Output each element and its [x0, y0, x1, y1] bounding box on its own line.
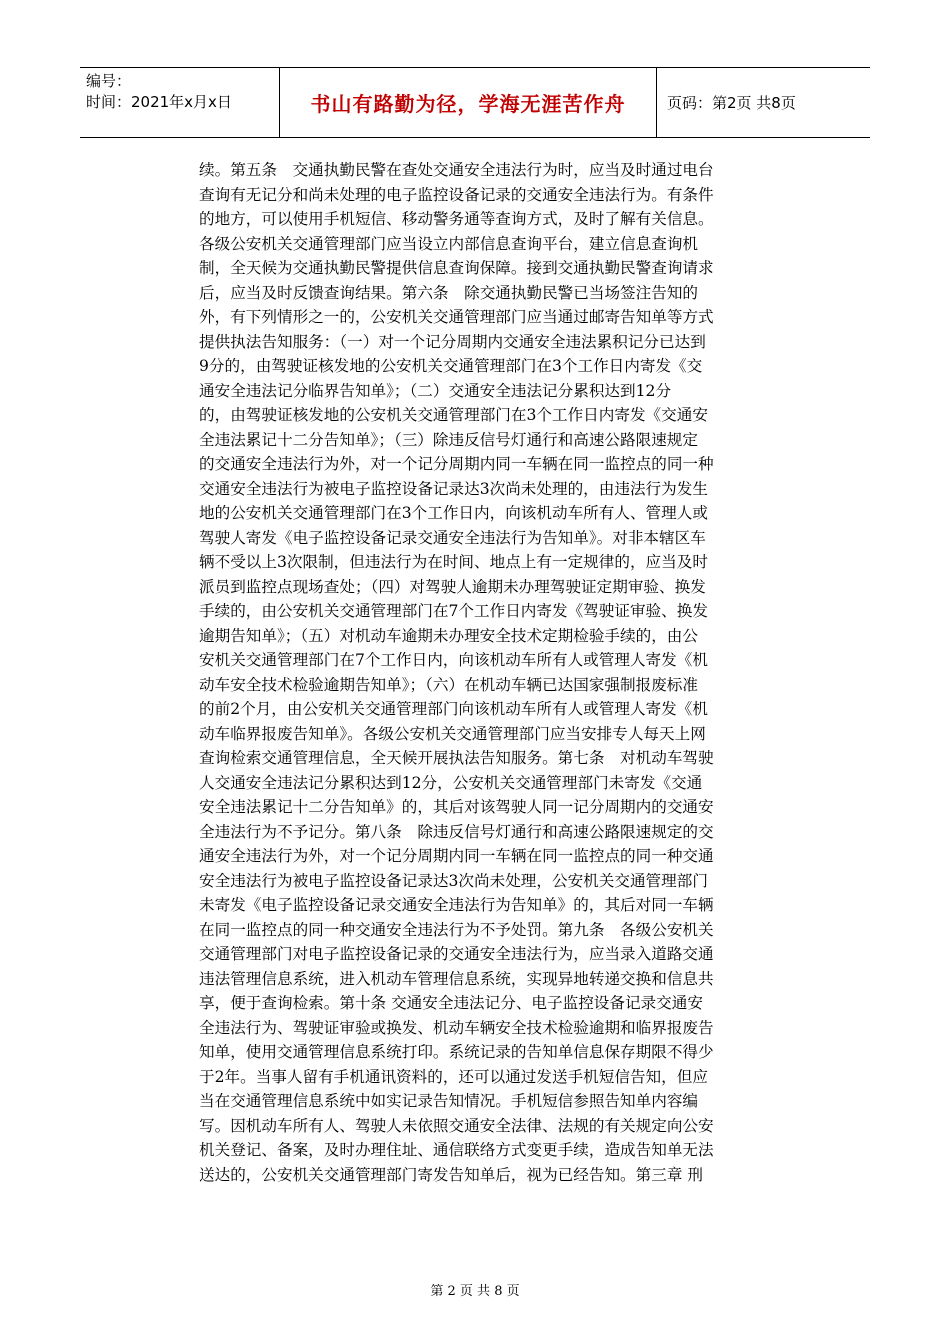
body-text-line: 辆不受以上3次限制，但违法行为在时间、地点上有一定规律的，应当及时 — [199, 553, 708, 571]
body-text-line: 于2年。当事人留有手机通讯资料的，还可以通过发送手机短信告知，但应 — [199, 1067, 708, 1086]
body-text-line: 驾驶人寄发《电子监控设备记录交通安全违法行为告知单》。对非本辖区车 — [199, 528, 706, 547]
body-text-line: 手续的，由公安机关交通管理部门在7个工作日内寄发《驾驶证审验、换发 — [199, 602, 708, 620]
body-text-line: 人交通安全违法记分累积达到12分，公安机关交通管理部门未寄发《交通 — [199, 773, 703, 792]
body-text-line: 安全违法行为被电子监控设备记录达3次尚未处理，公安机关交通管理部门 — [199, 871, 708, 890]
body-text-line: 安全违法累记十二分告知单》的，其后对该驾驶人同一记分周期内的交通安 — [199, 798, 714, 816]
body-text-line: 派员到监控点现场查处；（四）对驾驶人逾期未办理驾驶证定期审验、换发 — [199, 577, 706, 596]
body-text-line: 提供执法告知服务：（一）对一个记分周期内交通安全违法累积记分已达到 — [199, 332, 706, 351]
body-text-line: 未寄发《电子监控设备记录交通安全违法行为告知单》的，其后对同一车辆 — [199, 896, 714, 914]
body-text-line: 的，由驾驶证核发地的公安机关交通管理部门在3个工作日内寄发《交通安 — [199, 406, 708, 424]
body-text-line: 外，有下列情形之一的，公安机关交通管理部门应当通过邮寄告知单等方式 — [199, 308, 714, 326]
body-text-line: 写。因机动车所有人、驾驶人未依照交通安全法律、法规的有关规定向公安 — [199, 1116, 714, 1135]
page-footer: 第 2 页 共 8 页 — [430, 1284, 520, 1299]
body-text-line: 送达的，公安机关交通管理部门寄发告知单后，视为已经告知。第三章 刑 — [199, 1165, 703, 1184]
body-text-line: 交通管理部门对电子监控设备记录的交通安全违法行为，应当录入道路交通 — [199, 945, 714, 963]
body-text-line: 逾期告知单》；（五）对机动车逾期未办理安全技术定期检验手续的，由公 — [199, 626, 698, 645]
header-page-number: 页码：第2页 共8页 — [667, 94, 796, 112]
body-text-line: 9分的，由驾驶证核发地的公安机关交通管理部门在3个工作日内寄发《交 — [199, 357, 703, 375]
body-text-line: 通安全违法记分临界告知单》；（二）交通安全违法记分累积达到12分 — [199, 381, 672, 400]
header-meta — [80, 68, 280, 137]
body-text-line: 地的公安机关交通管理部门在3个工作日内，向该机动车所有人、管理人或 — [199, 504, 708, 522]
body-text-line: 当在交通管理信息系统中如实记录告知情况。手机短信参照告知单内容编 — [199, 1092, 699, 1110]
body-text-line: 动车安全技术检验逾期告知单》；（六）在机动车辆已达国家强制报废标准 — [199, 675, 698, 694]
body-text-line: 续。第五条 交通执勤民警在查处交通安全违法行为时，应当及时通过电台 — [199, 161, 714, 179]
page-header — [80, 67, 870, 138]
body-text-line: 在同一监控点的同一种交通安全违法行为不予处罚。第九条 各级公安机关 — [199, 920, 714, 939]
body-text-line: 各级公安机关交通管理部门应当设立内部信息查询平台，建立信息查询机 — [199, 234, 699, 253]
document-body — [199, 158, 759, 1187]
body-text-line: 知单，使用交通管理信息系统打印。系统记录的告知单信息保存期限不得少 — [199, 1043, 714, 1061]
body-text-line: 安机关交通管理部门在7个工作日内，向该机动车所有人或管理人寄发《机 — [199, 651, 708, 669]
body-text-line: 全违法行为不予记分。第八条 除违反信号灯通行和高速公路限速规定的交 — [199, 822, 714, 841]
body-text-line: 查询有无记分和尚未处理的电子监控设备记录的交通安全违法行为。有条件 — [199, 185, 714, 204]
body-text-line: 全违法行为、驾驶证审验或换发、机动车辆安全技术检验逾期和临界报废告 — [199, 1018, 714, 1037]
body-text-line: 享，便于查询检索。第十条 交通安全违法记分、电子监控设备记录交通安 — [199, 994, 703, 1012]
body-text-line: 查询检索交通管理信息，全天候开展执法告知服务。第七条 对机动车驾驶 — [199, 749, 714, 767]
body-text-line: 制，全天候为交通执勤民警提供信息查询保障。接到交通执勤民警查询请求 — [199, 259, 714, 277]
body-text-line: 全违法累记十二分告知单》；（三）除违反信号灯通行和高速公路限速规定 — [199, 430, 698, 449]
document-number-label: 编号： — [86, 72, 132, 90]
body-text-line: 动车临界报废告知单》。各级公安机关交通管理部门应当安排专人每天上网 — [199, 724, 706, 743]
body-text-line: 后，应当及时反馈查询结果。第六条 除交通执勤民警已当场签注告知的 — [199, 283, 699, 302]
body-text-line: 的前2个月，由公安机关交通管理部门向该机动车所有人或管理人寄发《机 — [199, 700, 708, 718]
body-text-line: 的交通安全违法行为外，对一个记分周期内同一车辆在同一监控点的同一种 — [199, 455, 714, 473]
body-text-line: 的地方，可以使用手机短信、移动警务通等查询方式，及时了解有关信息。 — [199, 210, 714, 228]
body-text-line: 机关登记、备案，及时办理住址、通信联络方式变更手续，造成告知单无法 — [199, 1141, 714, 1159]
body-text-line: 违法管理信息系统，进入机动车管理信息系统，实现异地转递交换和信息共 — [199, 969, 714, 988]
body-text-line: 交通安全违法行为被电子监控设备记录达3次尚未处理的，由违法行为发生 — [199, 479, 708, 498]
body-text-line: 通安全违法行为外，对一个记分周期内同一车辆在同一监控点的同一种交通 — [199, 847, 714, 865]
header-motto: 书山有路勤为径，学海无涯苦作舟 — [280, 68, 657, 137]
document-date-label: 时间：2021年x月x日 — [86, 93, 232, 111]
